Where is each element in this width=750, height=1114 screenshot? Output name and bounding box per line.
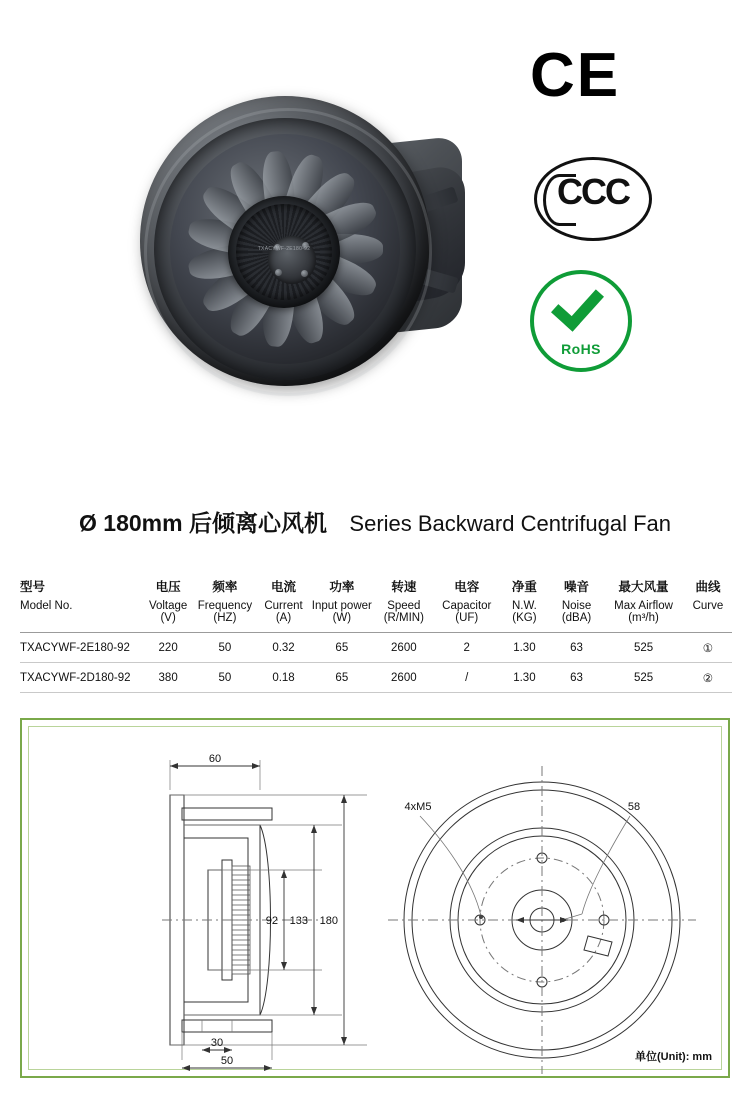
th-curve-unit xyxy=(684,612,732,633)
cell-capacitor: / xyxy=(435,663,499,693)
cell-capacitor: 2 xyxy=(435,633,499,663)
th-speed-en: Speed xyxy=(387,600,421,612)
cell-weight: 1.30 xyxy=(499,633,550,663)
th-capacitor-unit: (UF) xyxy=(435,612,499,633)
th-model-cn: 型号 xyxy=(20,580,46,594)
fan-outer-ring xyxy=(140,96,430,386)
th-frequency-en: Frequency xyxy=(197,600,253,612)
spec-table-head xyxy=(20,575,732,633)
cell-model: TXACYWF-2E180-92 xyxy=(20,633,143,663)
specification-table xyxy=(20,575,732,693)
rohs-label: RoHS xyxy=(561,341,601,357)
th-frequency-cn: 频率 xyxy=(212,580,238,594)
ccc-label: CCC xyxy=(557,171,629,212)
dimension-drawing xyxy=(22,720,732,1080)
th-power-cn: 功率 xyxy=(329,580,355,594)
table-row xyxy=(20,633,732,663)
th-frequency-unit: (HZ) xyxy=(193,612,256,633)
th-voltage-en: Voltage xyxy=(148,600,188,612)
cell-airflow: 525 xyxy=(603,633,684,663)
cell-curve: ② xyxy=(684,663,732,693)
fan-rim-highlight xyxy=(144,108,432,396)
ce-icon: CE xyxy=(530,41,621,110)
th-current-en: Current xyxy=(264,600,303,612)
centrifugal-fan-image xyxy=(140,88,470,388)
cell-curve: ① xyxy=(684,633,732,663)
dim-58: 58 xyxy=(627,801,641,813)
th-capacitor-cn: 电容 xyxy=(454,580,480,594)
table-row xyxy=(20,663,732,693)
cell-weight: 1.30 xyxy=(499,663,550,693)
th-curve-en: Curve xyxy=(692,600,724,612)
cell-model: TXACYWF-2D180-92 xyxy=(20,663,143,693)
dim-30: 30 xyxy=(210,1037,224,1049)
th-power-en: Input power xyxy=(311,600,372,612)
dim-180: 180 xyxy=(319,915,338,927)
th-model-en: Model No. xyxy=(20,600,73,612)
cell-noise: 63 xyxy=(550,633,603,663)
hub-model-text: TXACYWF-2E180-92 xyxy=(257,246,311,252)
header-row-en xyxy=(20,595,732,612)
cell-current: 0.18 xyxy=(256,663,310,693)
cell-voltage: 220 xyxy=(143,633,194,663)
th-weight-cn: 净重 xyxy=(511,580,537,594)
cell-power: 65 xyxy=(311,633,373,663)
header-row-cn xyxy=(20,575,732,595)
page-title-en: Series Backward Centrifugal Fan xyxy=(349,511,671,536)
cell-power: 65 xyxy=(311,663,373,693)
header-row-units xyxy=(20,612,732,633)
cell-noise: 63 xyxy=(550,663,603,693)
cell-airflow: 525 xyxy=(603,663,684,693)
th-airflow-en: Max Airflow xyxy=(614,600,673,612)
spec-table-body xyxy=(20,633,732,693)
cell-speed: 2600 xyxy=(373,663,435,693)
th-noise-unit: (dBA) xyxy=(550,612,603,633)
check-icon xyxy=(551,277,604,331)
page-title xyxy=(0,505,750,538)
th-airflow-cn: 最大风量 xyxy=(618,580,669,594)
cell-speed: 2600 xyxy=(373,633,435,663)
cell-frequency: 50 xyxy=(193,633,256,663)
th-model-unit xyxy=(20,612,143,633)
th-noise-cn: 噪音 xyxy=(564,580,590,594)
dim-4xm5: 4xM5 xyxy=(404,801,432,813)
th-weight-unit: (KG) xyxy=(499,612,550,633)
dim-60: 60 xyxy=(208,753,222,765)
th-speed-unit: (R/MIN) xyxy=(373,612,435,633)
th-weight-en: N.W. xyxy=(511,600,537,612)
th-noise-en: Noise xyxy=(561,600,592,612)
dim-133: 133 xyxy=(289,915,308,927)
dim-92: 92 xyxy=(265,915,278,927)
th-current-unit: (A) xyxy=(256,612,310,633)
th-current-cn: 电流 xyxy=(271,580,297,594)
cell-current: 0.32 xyxy=(256,633,310,663)
th-voltage-unit: (V) xyxy=(143,612,194,633)
rohs-icon xyxy=(530,270,632,372)
cell-frequency: 50 xyxy=(193,663,256,693)
th-voltage-cn: 电压 xyxy=(155,580,181,594)
cell-voltage: 380 xyxy=(143,663,194,693)
certification-marks xyxy=(520,41,710,365)
th-airflow-unit: (m³/h) xyxy=(603,612,684,633)
th-speed-cn: 转速 xyxy=(391,580,417,594)
th-curve-cn: 曲线 xyxy=(695,580,721,594)
ccc-icon xyxy=(534,157,652,241)
th-capacitor-en: Capacitor xyxy=(442,600,492,612)
dim-50: 50 xyxy=(220,1055,234,1067)
unit-note: 单位(Unit): mm xyxy=(635,1051,712,1063)
spec-table xyxy=(20,575,732,693)
dimension-drawing-panel xyxy=(20,718,730,1078)
th-power-unit: (W) xyxy=(311,612,373,633)
product-photo-area xyxy=(0,0,750,470)
page-title-cn: Ø 180mm 后倾离心风机 xyxy=(79,510,327,536)
